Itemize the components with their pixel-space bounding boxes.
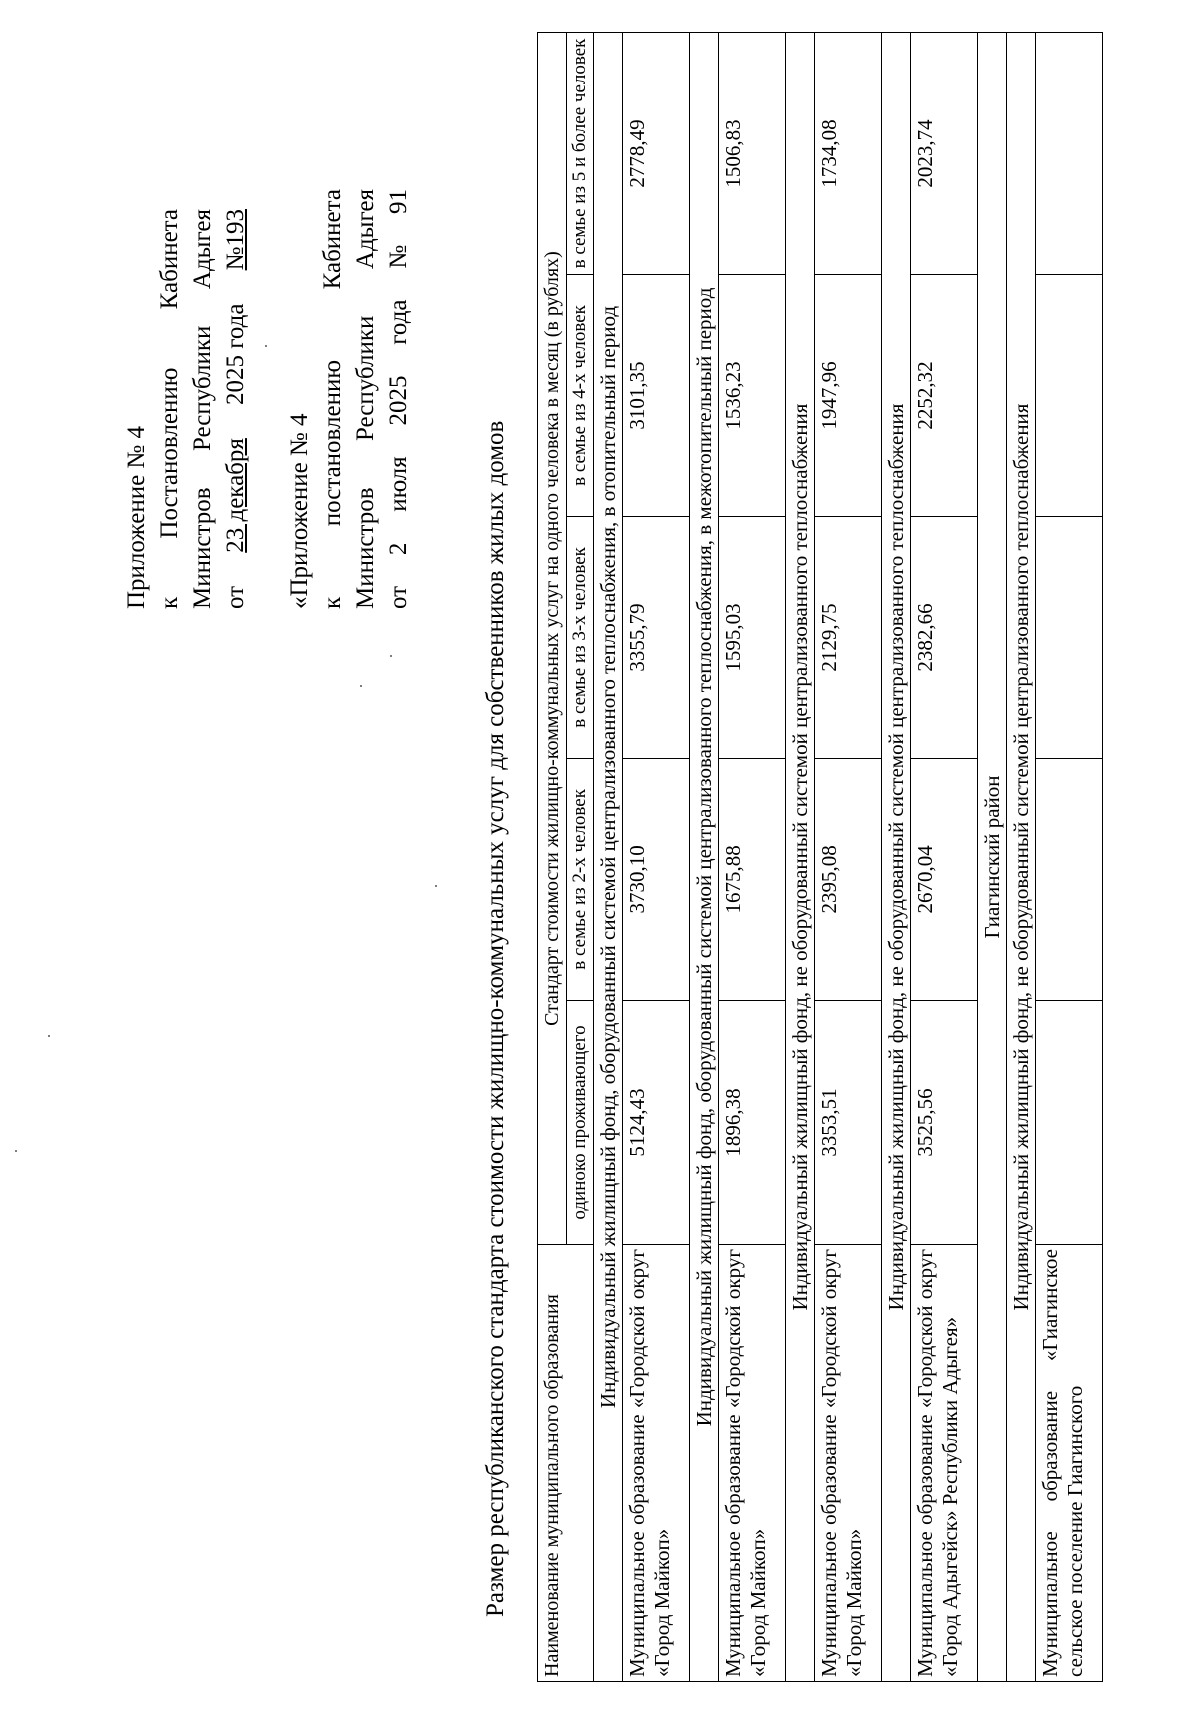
column-header-single: одиноко проживающего — [567, 1000, 594, 1244]
standards-table — [537, 32, 1103, 1682]
scan-speck — [15, 1150, 17, 1152]
value-cell: 3101,35 — [623, 275, 690, 517]
table-row — [1036, 33, 1103, 1682]
table-section-row — [594, 33, 623, 1682]
appendix-word: Республики — [352, 315, 379, 442]
value-cell: 2023,74 — [911, 33, 978, 275]
appendix-word: года — [385, 299, 412, 345]
appendix-word: Кабинета — [319, 189, 346, 290]
appendix-date-line — [382, 189, 415, 609]
table-row — [623, 33, 690, 1682]
appendix-year: 2025 — [385, 375, 412, 426]
appendix-line — [349, 189, 382, 609]
appendix-number: 91 — [385, 189, 412, 214]
appendix-date: 23 декабря — [222, 438, 249, 553]
document-title: Размер республиканского стандарта стоимости жилищно-коммунальных услуг для собственников жилых домов — [482, 420, 509, 1617]
value-cell: 1536,23 — [719, 275, 786, 517]
section-heading: Индивидуальный жилищный фонд, оборудованный системой централизованного теплоснабжения, в межотопительный период — [690, 33, 719, 1682]
table-section-row — [1007, 33, 1036, 1682]
appendix-day: 2 — [385, 542, 412, 556]
appendix-number: №193 — [222, 209, 249, 271]
municipality-name: Муниципальное образование «Городской округ «Город Майкоп» — [815, 1245, 882, 1682]
appendix-line — [283, 189, 316, 609]
appendix-word: № — [385, 244, 412, 269]
table-header-row — [538, 33, 567, 1682]
value-cell: 3730,10 — [623, 758, 690, 1000]
value-cell: 3355,79 — [623, 516, 690, 758]
scan-speck — [360, 685, 362, 687]
appendix-header — [120, 209, 252, 609]
value-cell: 5124,43 — [623, 1000, 690, 1244]
value-cell — [1036, 275, 1103, 517]
table-section-row — [690, 33, 719, 1682]
table-row — [911, 33, 978, 1682]
appendix-line — [186, 209, 219, 609]
appendix-previous — [283, 189, 415, 609]
value-cell — [1036, 1000, 1103, 1244]
value-cell — [1036, 758, 1103, 1000]
section-heading: Индивидуальный жилищный фонд, не оборудованный системой централизованного теплоснабжения — [786, 33, 815, 1682]
table-row — [719, 33, 786, 1682]
appendix-word: Министров — [352, 487, 379, 609]
appendix-word: к — [319, 596, 346, 609]
column-header-family-5plus: в семье из 5 и более человек — [567, 33, 594, 275]
municipality-name: Муниципальное образование «Гиагинское сельское поселение Гиагинского — [1036, 1245, 1103, 1682]
column-header-family-4: в семье из 4-х человек — [567, 275, 594, 517]
appendix-line — [153, 209, 186, 609]
appendix-word: постановлению — [319, 359, 346, 527]
value-cell — [1036, 516, 1103, 758]
value-cell: 1595,03 — [719, 516, 786, 758]
appendix-word: Адыгея — [189, 209, 216, 290]
table-section-row — [882, 33, 911, 1682]
appendix-word: от — [385, 585, 412, 609]
municipality-name: Муниципальное образование «Городской округ «Город Майкоп» — [623, 1245, 690, 1682]
value-cell — [1036, 33, 1103, 275]
column-group-header: Стандарт стоимости жилищно-коммунальных услуг на одного человека в месяц (в рублях) — [538, 33, 567, 1245]
section-heading: Индивидуальный жилищный фонд, оборудованный системой централизованного теплоснабжения, в отопительный период — [594, 33, 623, 1682]
appendix-word: Министров — [189, 487, 216, 609]
section-heading: Индивидуальный жилищный фонд, не оборудованный системой централизованного теплоснабжения — [882, 33, 911, 1682]
appendix-word: от — [222, 585, 249, 609]
value-cell: 2395,08 — [815, 758, 882, 1000]
column-header-family-3: в семье из 3-х человек — [567, 516, 594, 758]
appendix-date-line — [219, 209, 252, 609]
value-cell: 1734,08 — [815, 33, 882, 275]
appendix-word: Адыгея — [352, 189, 379, 270]
appendix-title: «Приложение № 4 — [286, 413, 313, 609]
table-section-row — [978, 33, 1007, 1682]
column-header-family-2: в семье из 2-х человек — [567, 758, 594, 1000]
district-heading: Гиагинский район — [978, 33, 1007, 1682]
scan-speck — [390, 655, 392, 657]
value-cell: 3353,51 — [815, 1000, 882, 1244]
municipality-name: Муниципальное образование «Городской округ «Город Майкоп» — [719, 1245, 786, 1682]
appendix-year: 2025 года — [222, 303, 249, 405]
table-section-row — [786, 33, 815, 1682]
appendix-word: Республики — [189, 325, 216, 452]
scan-speck — [435, 885, 437, 887]
scan-speck — [265, 345, 267, 347]
value-cell: 2670,04 — [911, 758, 978, 1000]
appendix-word: Кабинета — [156, 209, 183, 310]
table-row — [815, 33, 882, 1682]
appendix-line — [316, 189, 349, 609]
appendix-title: Приложение № 4 — [123, 425, 150, 609]
value-cell: 2382,66 — [911, 516, 978, 758]
value-cell: 1675,88 — [719, 758, 786, 1000]
appendix-word: к — [156, 596, 183, 609]
value-cell: 1506,83 — [719, 33, 786, 275]
scan-speck — [48, 1035, 50, 1037]
column-header-municipality: Наименование муниципального образования — [538, 1245, 594, 1682]
value-cell: 3525,56 — [911, 1000, 978, 1244]
value-cell: 1896,38 — [719, 1000, 786, 1244]
value-cell: 2778,49 — [623, 33, 690, 275]
value-cell: 1947,96 — [815, 275, 882, 517]
value-cell: 2252,32 — [911, 275, 978, 517]
value-cell: 2129,75 — [815, 516, 882, 758]
municipality-name: Муниципальное образование «Городской округ «Город Адыгейск» Республики Адыгея» — [911, 1245, 978, 1682]
appendix-month: июля — [385, 456, 412, 512]
section-heading: Индивидуальный жилищный фонд, не оборудованный системой централизованного теплоснабжения — [1007, 33, 1036, 1682]
appendix-word: Постановлению — [156, 367, 183, 539]
